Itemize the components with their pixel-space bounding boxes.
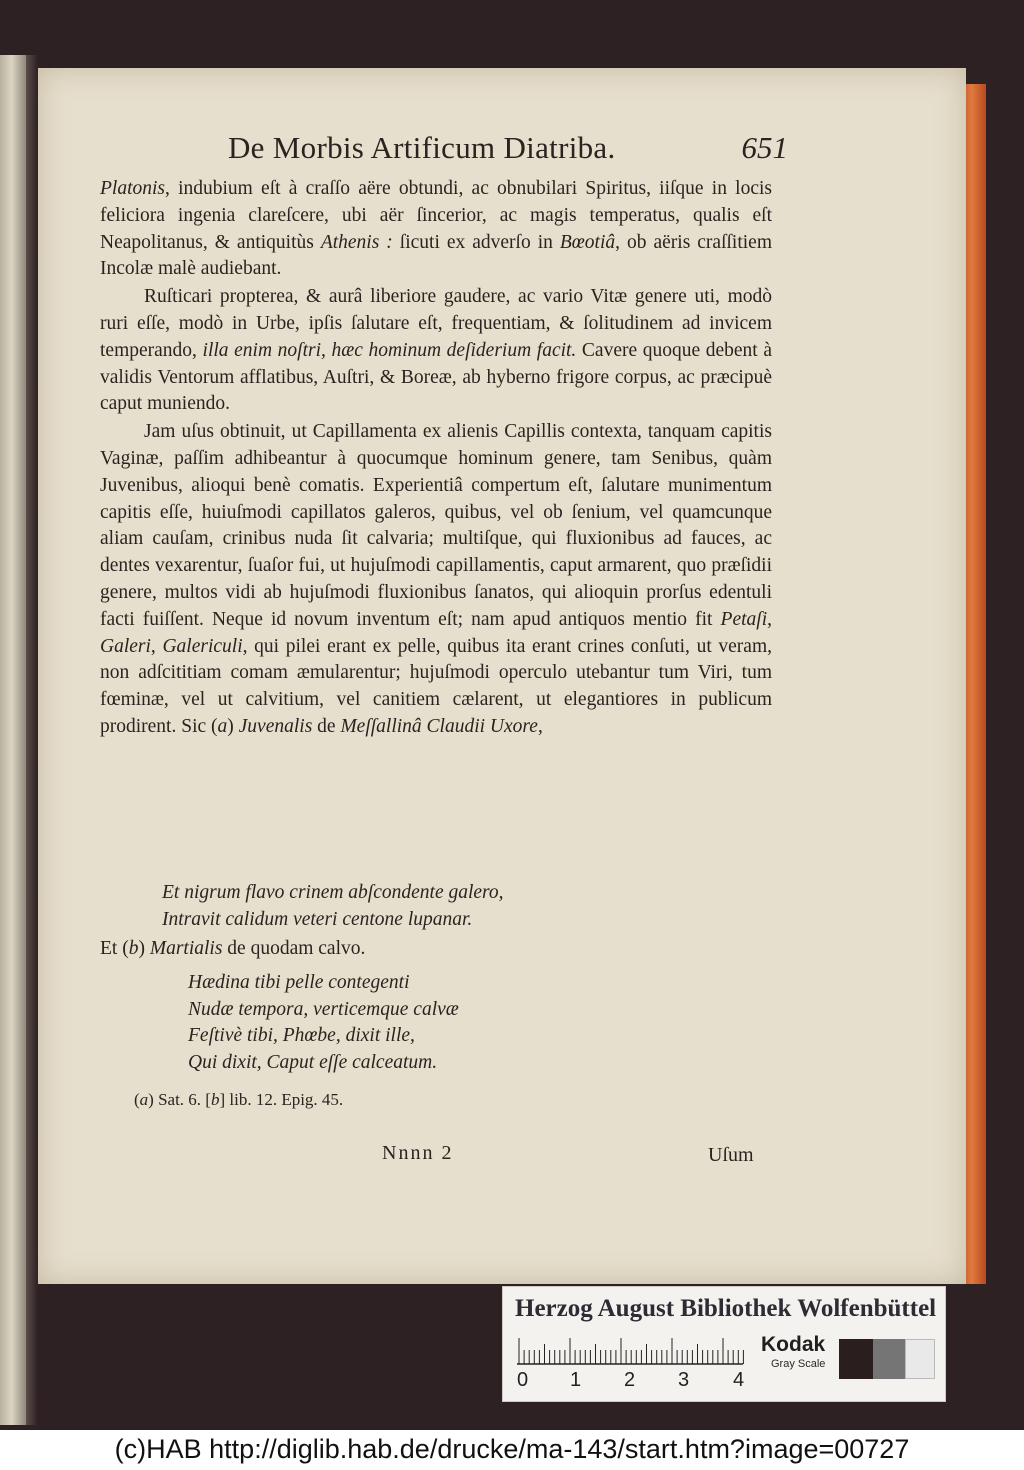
text-run: Cavere quoque debent à validis Ventorum afflatibus, Auſtri, & Boreæ, ab hyberno frigore corpus, ac præcipuè caput muniendo.	[100, 339, 772, 415]
verse-line: Qui dixit, Caput eſſe calceatum.	[188, 1051, 438, 1073]
gray-patch-light	[905, 1339, 935, 1379]
body-text	[100, 176, 772, 742]
verse-line: Feſtivè tibi, Phœbe, dixit ille,	[188, 1025, 415, 1046]
catchword: Uſum	[708, 1144, 754, 1166]
gray-scale-label: Gray Scale	[771, 1358, 826, 1370]
italic-name: Juvenalis	[238, 715, 313, 737]
italic-name: Martialis	[149, 938, 223, 959]
text-run: )	[227, 715, 239, 737]
paragraph-3	[100, 419, 772, 741]
gray-patch-mid	[873, 1339, 905, 1379]
italic-name: Platonis	[100, 178, 166, 199]
running-header	[228, 130, 788, 170]
running-title: De Morbis Artificum Diatriba.	[228, 130, 616, 165]
ruler-number: 3	[678, 1369, 690, 1391]
signature-mark: Nnnn 2	[382, 1142, 454, 1164]
text-run: Et (	[100, 938, 129, 959]
footnote-marker: b	[210, 1090, 220, 1109]
text-run: (	[134, 1090, 140, 1109]
verse-line: Hædina tibi pelle contegenti	[188, 972, 410, 993]
verse-line: Intravit calidum veteri centone lupanar.	[162, 908, 473, 930]
source-url: (c)HAB http://diglib.hab.de/drucke/ma-143/start.htm?image=00727	[114, 1434, 910, 1464]
footnote-marker: a	[217, 715, 228, 737]
italic-quote: illa enim noſtri, hæc hominum deſiderium facit.	[202, 339, 577, 361]
text-run: de	[312, 715, 341, 737]
text-run: )	[138, 938, 150, 959]
ruler-number: 4	[733, 1369, 745, 1391]
text-run: ,	[150, 635, 163, 657]
text-run: Ruſticari propterea, & aurâ liberiore gaudere, ac vario Vitæ genere uti, modò ruri eſſe, modò in Urbe, ipſis ſalutare eſt, frequentiam, & ſolitudinem ad invicem temperando,	[100, 286, 772, 361]
text-run: ) Sat. 6. [	[148, 1090, 211, 1109]
text-run: ,	[767, 608, 772, 630]
text-run: ,	[537, 715, 543, 737]
footnote-marker: a	[139, 1090, 149, 1109]
footnote-marker: b	[128, 938, 139, 959]
text-run: Jam uſus obtinuit, ut Capillamenta ex alienis Capillis contexta, tanquam capitis Vaginæ, paſſim adhibeantur à quocumque hominum genere, tam Senibus, quàm Juvenibus, alioqui benè comatis. Experientiâ compertum eſt, ſalutare munimentum capitis eſſe, huiuſmodi capillatos galeros, quibus, vel ob ſenium, vel quamcunque aliam cauſam, crinibus nuda ſit calvaria; multiſque, qui fluxionibus ad fauces, ac dentes vexarentur, ſuaſor fui, ut hujuſmodi capillamentis, caput armarent, quo præſidii genere, multos vidi ab hujuſmodi fluxionibus ſanatos, qui alioquin prorſus edentuli facti fuiſſent. Neque id novum inventum eſt; nam apud antiquos mentio fit	[100, 421, 772, 630]
ruler-number: 2	[624, 1369, 636, 1391]
ruler-number: 0	[517, 1369, 529, 1391]
text-run: ] lib. 12. Epig. 45.	[219, 1090, 344, 1109]
gray-patch-dark	[839, 1339, 873, 1379]
left-page-edge	[0, 55, 26, 1425]
verse-line: Nudæ tempora, verticemque calvæ	[188, 998, 459, 1020]
text-run: ſicuti ex adverſo in	[392, 231, 560, 253]
text-run: , qui pilei erant ex pelle, quibus ita erant crines conſuti, ut veram, non adſcititiam comam æmularentur; hujuſmodi operculo utebantur tum Viri, tum fœminæ, vel ut calvitium, vel canitiem cælarent, ut elegantiores in publicum prodirent. Sic (	[100, 635, 772, 737]
footnote	[134, 1090, 343, 1110]
italic-name: Bœotiâ	[559, 231, 616, 253]
italic-term: Galericuli	[162, 635, 243, 657]
binding-shadow	[26, 55, 38, 1425]
color-calibration-card	[502, 1286, 946, 1402]
ruler-number: 1	[570, 1369, 582, 1391]
kodak-logo: Kodak	[761, 1333, 826, 1356]
italic-name: Athenis :	[320, 231, 393, 253]
copyright-footer	[0, 1430, 1024, 1470]
ruler-numbers	[517, 1369, 757, 1393]
italic-term: Petaſi	[720, 608, 768, 630]
scale-ruler	[517, 1335, 749, 1365]
page-number: 651	[741, 130, 788, 165]
text-run: , ob aëris craſſitiem Incolæ malè audiebant.	[100, 231, 772, 280]
text-run: de quodam calvo.	[222, 938, 366, 959]
verse-line: Et nigrum flavo crinem abſcondente galero,	[162, 882, 504, 903]
paragraph-1	[100, 176, 772, 283]
verse-quote-martial	[188, 970, 459, 1076]
verse-quote-juvenal	[162, 880, 504, 933]
library-name: Herzog August Bibliothek Wolfenbüttel	[515, 1295, 937, 1322]
text-run: , indubium eſt à craſſo aëre obtundi, ac obnubilari Spiritus, iiſque in locis feliciora ingenia clareſcere, ubi aër ſincerior, ac magis temperatus, qualis eſt Neapolitanus, & antiquitùs	[100, 178, 772, 253]
italic-term: Galeri	[100, 635, 151, 657]
martial-intro-line	[100, 938, 365, 960]
paragraph-2	[100, 284, 772, 418]
italic-name: Meſſallinâ Claudii Uxore	[340, 715, 538, 737]
